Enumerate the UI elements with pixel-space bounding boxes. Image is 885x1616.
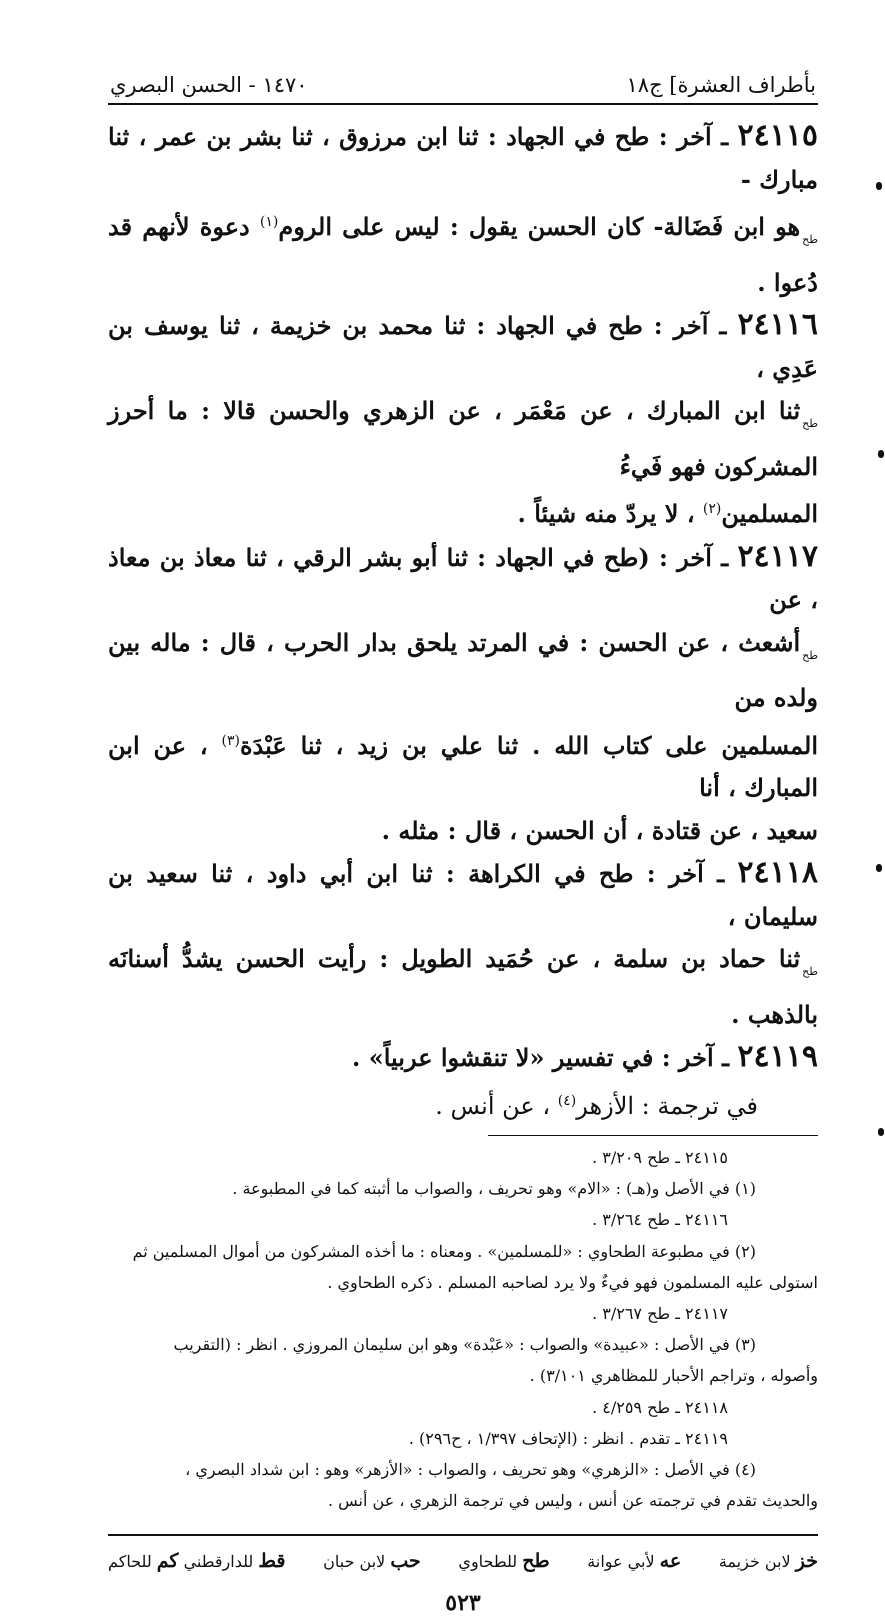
entry-head: آخر [677, 542, 712, 572]
header-volume: بأطراف العشرة] ج١٨ [626, 73, 816, 97]
abbrev-item [323, 1550, 421, 1572]
entry-text: أشعث ، عن الحسن : في المرتد يلحق بدار الحرب ، قال : ماله بين ولده من [108, 627, 818, 712]
entry-head: آخر [676, 122, 712, 151]
footnote-ref: (١) [259, 214, 279, 230]
entry-head: آخر [678, 1043, 714, 1072]
footnote-ref: (٤) [557, 1092, 577, 1109]
hadith-entry [108, 304, 818, 536]
abbreviation-key [108, 1550, 818, 1572]
entry-text: ، عن ابن المبارك ، أنا [108, 730, 818, 802]
abbrev-name: لابن خزيمة [718, 1552, 791, 1572]
footnote-source-ref: ٢٤١١٨ ـ طح ٤/٢٥٩ . [592, 1397, 728, 1417]
abbrev-name: لأبي عوانة [587, 1552, 655, 1572]
abbrev-code: كم [156, 1550, 179, 1573]
entry-number: ٢٤١١٩ [737, 1039, 818, 1074]
entry-line [108, 201, 818, 304]
abbrev-name: للدارقطني [183, 1552, 254, 1572]
entry-text: المسلمين على كتاب الله . ثنا علي بن زيد ، ثنا عَبْدَة [239, 730, 818, 760]
entry-line [108, 720, 818, 810]
entry-text: هو ابن فَضَالة- كان الحسن يقول : ليس على الروم [278, 212, 801, 241]
source-mark: طح [802, 648, 818, 662]
main-text [108, 115, 818, 1127]
entry-head: آخر [668, 859, 704, 888]
scan-speck [876, 864, 882, 872]
entry-line [108, 622, 818, 720]
entry-text: : طح في الجهاد : ثنا ابن مرزوق ، ثنا بشر بن عمر ، ثنا مبارك - [108, 122, 818, 194]
entry-text: : طح في الجهاد : ثنا محمد بن خزيمة ، ثنا يوسف بن عَدِي ، [108, 311, 818, 383]
abbrev-name: للطحاوي [458, 1552, 518, 1572]
entry-dash: ـ [721, 542, 729, 572]
abbrev-code: خز [795, 1550, 818, 1573]
footnote-source-ref: ٢٤١١٧ ـ طح ٣/٢٦٧ . [592, 1304, 728, 1324]
footnote-ref: (٣) [221, 732, 240, 749]
entry-dash: ـ [722, 1043, 730, 1072]
entry-text: : في تفسير «لا تنقشوا عربياً» . [352, 1043, 671, 1072]
entry-line [108, 852, 818, 938]
footnote-note-continuation: وأصوله ، وتراجم الأحبار للمظاهري ٣/١٠١) . [529, 1366, 818, 1386]
entry-text: سعيد ، عن قتادة ، أن الحسن ، قال : مثله . [381, 815, 818, 845]
entry-number: ٢٤١١٥ [737, 118, 819, 153]
footnote-rule [488, 1135, 818, 1136]
entry-dash: ـ [721, 122, 729, 151]
running-header [108, 55, 818, 105]
source-mark: طح [802, 233, 818, 246]
hadith-entry [108, 536, 818, 853]
scan-speck [878, 450, 884, 458]
entry-line [108, 810, 818, 853]
scan-speck [876, 182, 882, 190]
entry-text: المسلمين [721, 499, 818, 528]
abbrev-name: للحاكم [108, 1552, 152, 1572]
footnote-source-ref: ٢٤١١٩ ـ تقدم . انظر : (الإتحاف ١/٣٩٧ ، ح٢٩٦) . [408, 1428, 728, 1448]
abbrev-item [108, 1550, 285, 1572]
abbrev-item [587, 1550, 681, 1572]
entry-text: في ترجمة : الأزهر [576, 1091, 758, 1120]
entry-head: آخر [673, 311, 709, 340]
abbrev-item [719, 1550, 818, 1572]
entry-line [108, 488, 818, 536]
book-page [108, 55, 818, 1616]
abbrev-name: لابن حبان [323, 1552, 386, 1572]
entry-number: ٢٤١١٧ [737, 538, 819, 574]
entry-line [108, 115, 818, 201]
entry-dash: ـ [717, 859, 725, 888]
scan-speck [878, 1128, 884, 1136]
source-mark: طح [802, 417, 818, 430]
abbrev-item [458, 1550, 549, 1572]
abbrev-code: عه [659, 1550, 682, 1573]
entry-dash: ـ [719, 311, 727, 340]
footnote-source-ref: ٢٤١١٦ ـ طح ٣/٢٦٤ . [592, 1210, 728, 1230]
hadith-entry [108, 1036, 818, 1127]
entry-number: ٢٤١١٦ [737, 307, 819, 342]
header-chapter: ١٤٧٠ - الحسن البصري [110, 73, 308, 97]
entry-line [108, 536, 818, 622]
footnote-note: (٢) في مطبوعة الطحاوي : «للمسلمين» . ومعناه : ما أخذه المشركون من أموال المسلمين ثم [132, 1241, 756, 1261]
footnote-ref: (٢) [702, 501, 722, 517]
entry-line [108, 1080, 818, 1128]
hadith-entry [108, 852, 818, 1036]
hadith-entry [108, 115, 818, 304]
entry-text: ، لا يردّ منه شيئاً . [517, 499, 703, 528]
footnote-note: (١) في الأصل و(هـ) : «الام» وهو تحريف ، والصواب ما أثبته كما في المطبوعة . [232, 1179, 756, 1199]
entry-text: دعوة لأنهم قد دُعوا . [108, 212, 818, 297]
entry-line [108, 1036, 818, 1080]
entry-line [108, 304, 818, 390]
page-number: ٥٢٣ [445, 1590, 481, 1616]
entry-number: ٢٤١١٨ [737, 855, 818, 890]
abbrev-code: قط [258, 1550, 286, 1573]
entry-text: : (طح في الجهاد : ثنا أبو بشر الرقي ، ثنا معاذ بن معاذ ، عن [108, 542, 818, 614]
footnote-note-continuation: استولى عليه المسلمون فهو فيءٌ ولا يرد لصاحبه المسلم . ذكره الطحاوي . [327, 1272, 818, 1292]
abbrev-code: طح [522, 1550, 550, 1573]
entry-text: : طح في الكراهة : ثنا ابن أبي داود ، ثنا سعيد بن سليمان ، [108, 859, 818, 931]
bottom-rule [108, 1534, 818, 1536]
footnote-note-continuation: والحديث تقدم في ترجمته عن أنس ، وليس في ترجمة الزهري ، عن أنس . [327, 1491, 818, 1511]
footnote-source-ref: ٢٤١١٥ ـ طح ٣/٢٠٩ . [592, 1148, 728, 1167]
footnote-note: (٤) في الأصل : «الزهري» وهو تحريف ، والصواب : «الأزهر» وهو : ابن شداد البصري ، [185, 1460, 756, 1480]
source-mark: طح [802, 965, 818, 978]
entry-line [108, 938, 818, 1036]
footnote-note: (٣) في الأصل : «عبيدة» والصواب : «عَبْدة» وهو ابن سليمان المروزي . انظر : (التقريب [173, 1335, 756, 1355]
entry-text: ، عن أنس . [435, 1091, 558, 1120]
abbrev-code: حب [390, 1550, 421, 1573]
footnotes [108, 1142, 818, 1516]
entry-text: ثنا ابن المبارك ، عن مَعْمَر ، عن الزهري والحسن قالا : ما أحرز المشركون فهو فَيءُ [108, 396, 818, 481]
entry-line [108, 390, 818, 488]
entry-text: ثنا حماد بن سلمة ، عن حُمَيد الطويل : رأيت الحسن يشدُّ أسنانَه بالذهب . [108, 944, 818, 1029]
